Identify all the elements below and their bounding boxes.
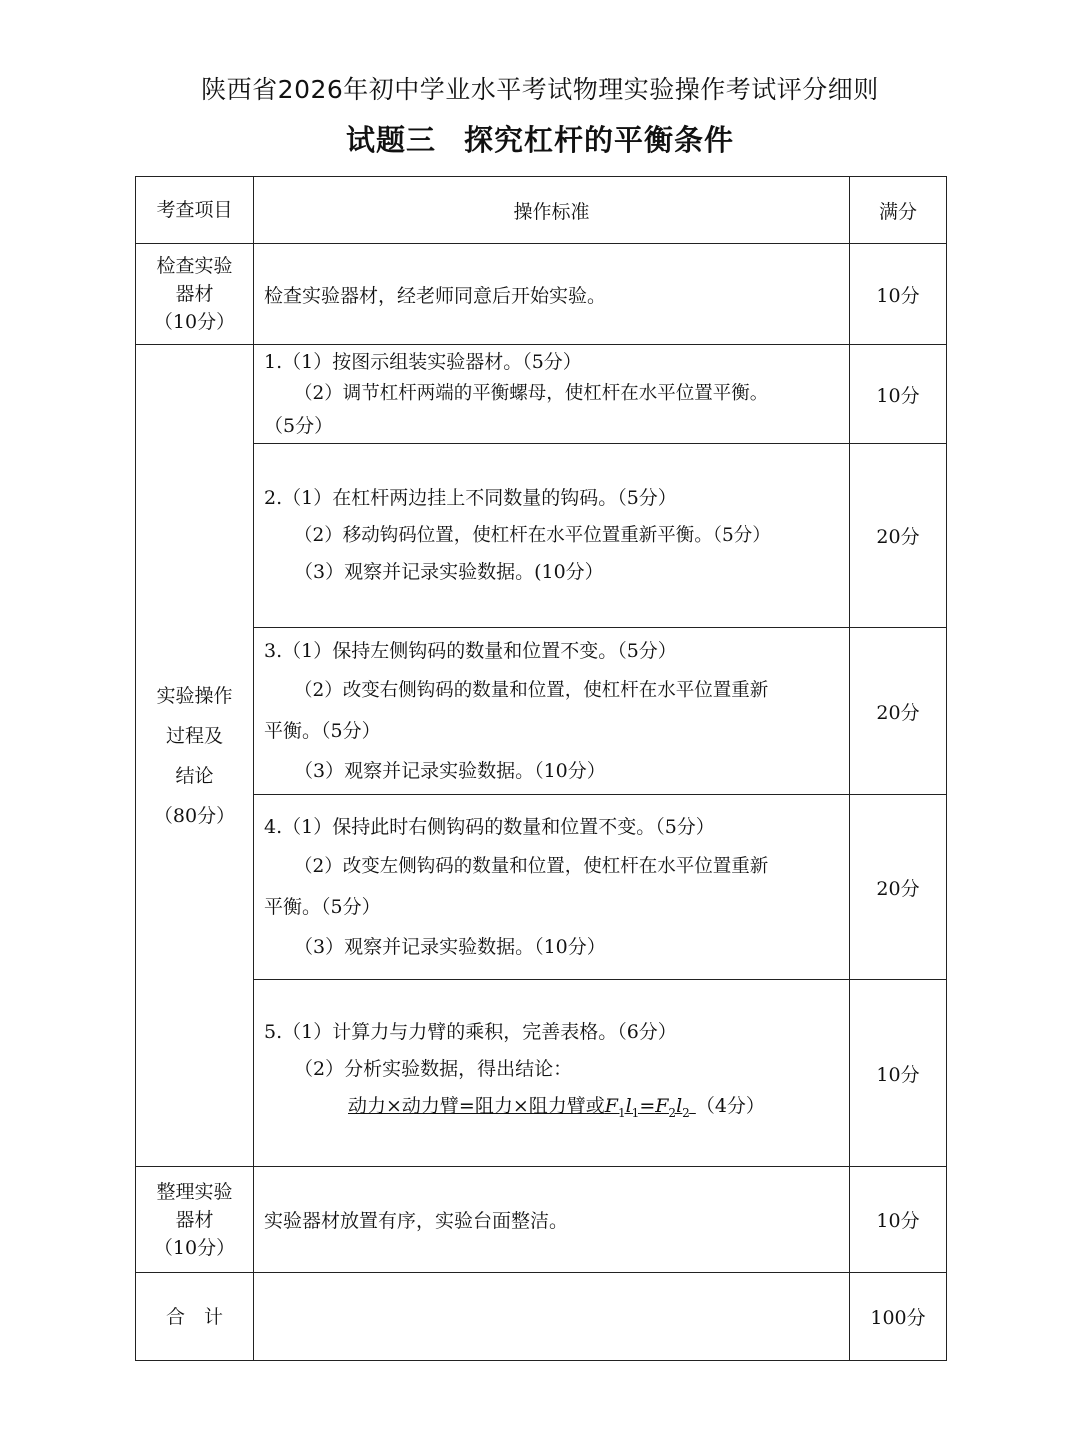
table-row-tidy (136, 1167, 947, 1273)
header-category: 考查项目 (136, 177, 254, 244)
category-tidy: 整理实验 器材 （10分） (136, 1167, 254, 1273)
table-row-total (136, 1273, 947, 1361)
score-check: 10分 (850, 244, 947, 345)
score-tidy: 10分 (850, 1167, 947, 1273)
header-standard: 操作标准 (254, 177, 850, 244)
score-step1: 10分 (850, 345, 947, 444)
standard-step2: 2.（1）在杠杆两边挂上不同数量的钩码。（5分） （2）移动钩码位置，使杠杆在水平位置重新平衡。（5分） （3）观察并记录实验数据。(10分） (254, 444, 850, 628)
table-row-check (136, 244, 947, 345)
table-row-step5 (136, 980, 947, 1167)
standard-step3: 3.（1）保持左侧钩码的数量和位置不变。（5分） （2）改变右侧钩码的数量和位置，使杠杆在水平位置重新 平衡。（5分） （3）观察并记录实验数据。（10分） (254, 628, 850, 795)
conclusion-underlined: 动力×动力臂=阻力×阻力臂或$F_1l_1=F_2l_2$ (348, 1095, 690, 1120)
table-row-step2 (136, 444, 947, 628)
conclusion-formula: 动力×动力臂=阻力×阻力臂或$F_1l_1=F_2l_2$ （4分） (348, 1095, 765, 1120)
score-step2: 20分 (850, 444, 947, 628)
total-standard-empty (254, 1273, 850, 1361)
standard-step4: 4.（1）保持此时右侧钩码的数量和位置不变。（5分） （2）改变左侧钩码的数量和位置，使杠杆在水平位置重新 平衡。（5分） （3）观察并记录实验数据。（10分） (254, 795, 850, 980)
total-label: 合 计 (136, 1273, 254, 1361)
score-step3: 20分 (850, 628, 947, 795)
standard-step5: 5.（1）计算力与力臂的乘积，完善表格。（6分） （2）分析实验数据，得出结论： 动力×动力臂=阻力×阻力臂或$F_1l_1=F_2l_2$ （4分） (254, 980, 850, 1167)
table-header-row (136, 177, 947, 244)
standard-tidy: 实验器材放置有序，实验台面整洁。 (254, 1167, 850, 1273)
table-row-step3 (136, 628, 947, 795)
scoring-table (135, 176, 947, 1361)
table-row-step1 (136, 345, 947, 444)
standard-check: 检查实验器材，经老师同意后开始实验。 (254, 244, 850, 345)
document-title: 陕西省2026年初中学业水平考试物理实验操作考试评分细则 (201, 75, 879, 104)
question-subtitle (0, 118, 1080, 159)
subtitle-label: 试题三 (345, 123, 436, 157)
category-check: 检查实验 器材 （10分） (136, 244, 254, 345)
total-score: 100分 (850, 1273, 947, 1361)
header-score: 满分 (850, 177, 947, 244)
score-step4: 20分 (850, 795, 947, 980)
standard-step1: 1.（1）按图示组装实验器材。（5分） （2）调节杠杆两端的平衡螺母，使杠杆在水平位置平衡。 （5分） (254, 345, 850, 444)
score-step5: 10分 (850, 980, 947, 1167)
table-row-step4 (136, 795, 947, 980)
category-process: 实验操作 过程及 结论 （80分） (136, 345, 254, 1167)
subtitle-text: 探究杠杆的平衡条件 (464, 123, 735, 157)
